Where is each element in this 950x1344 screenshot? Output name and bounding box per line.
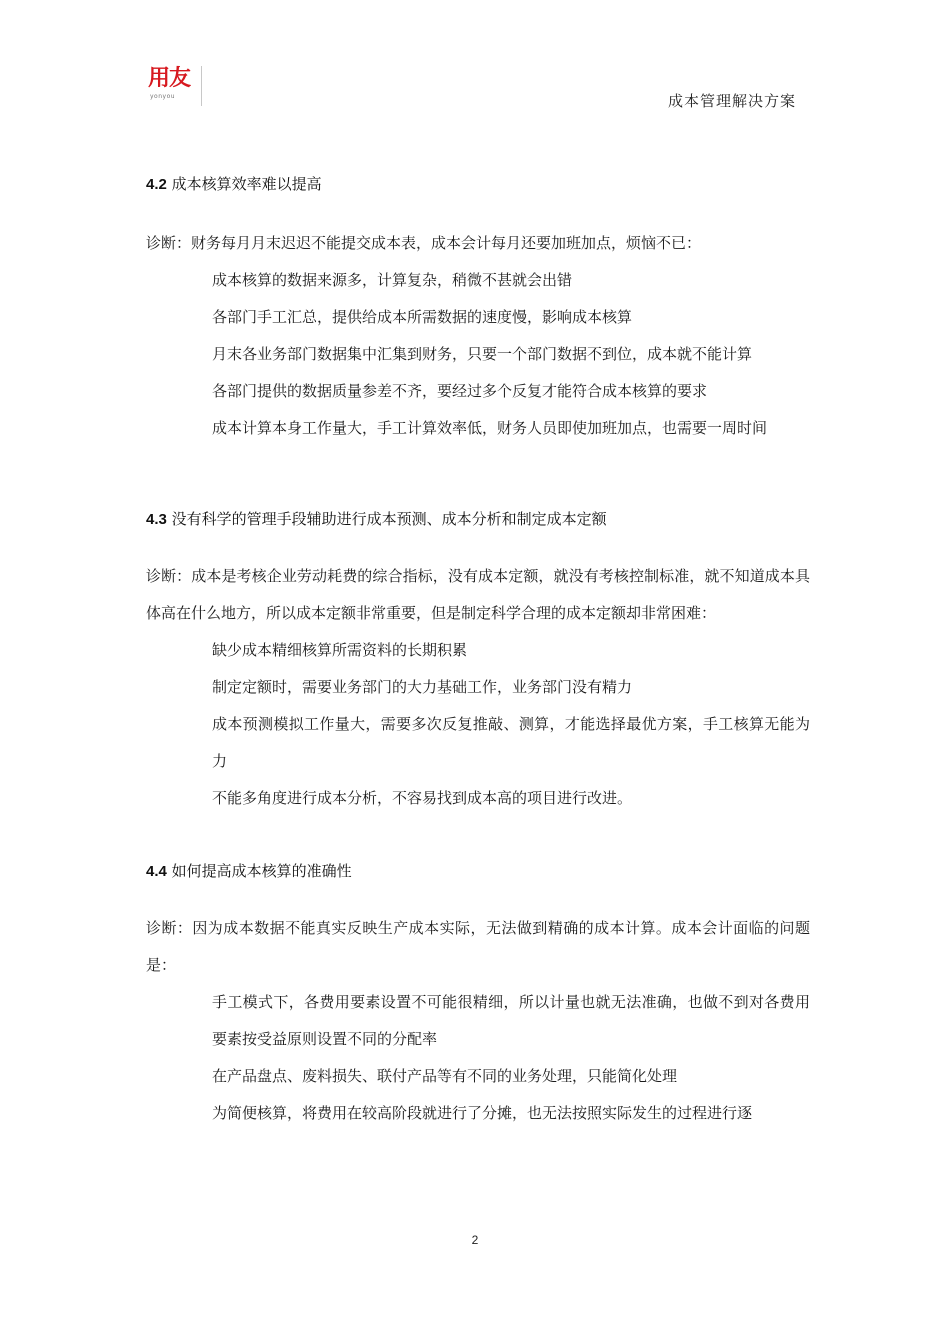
list-item: 各部门手工汇总，提供给成本所需数据的速度慢，影响成本核算: [212, 308, 633, 326]
list-item: 成本计算本身工作量大，手工计算效率低，财务人员即使加班加点，也需要一周时间: [212, 419, 768, 437]
logo-divider: [201, 66, 202, 106]
section-heading: [146, 170, 810, 199]
section-title: 成本核算效率难以提高: [171, 175, 322, 193]
company-logo: [148, 66, 204, 108]
list-item: 缺少成本精细核算所需资料的长期积累: [212, 641, 468, 659]
list-item: 不能多角度进行成本分析，不容易找到成本高的项目进行改进。: [212, 789, 633, 807]
list-item: 制定定额时，需要业务部门的大力基础工作，业务部门没有精力: [212, 678, 633, 696]
logo-subtext: yonyou: [150, 93, 176, 100]
section-heading: [146, 505, 810, 534]
section-number: 4.2: [146, 176, 167, 193]
issue-list: [146, 632, 810, 817]
list-item: 手工模式下，各费用要素设置不可能很精细，所以计量也就无法准确，也做不到对各费用要素按受益原则设置不同的分配率: [212, 993, 810, 1048]
diagnosis-paragraph: 诊断：财务每月月末迟迟不能提交成本表，成本会计每月还要加班加点，烦恼不已：: [146, 234, 702, 252]
section-title: 如何提高成本核算的准确性: [171, 862, 352, 880]
list-item: 月末各业务部门数据集中汇集到财务，只要一个部门数据不到位，成本就不能计算: [212, 345, 753, 363]
list-item: 为简便核算，将费用在较高阶段就进行了分摊，也无法按照实际发生的过程进行逐: [212, 1104, 753, 1122]
issue-list: [146, 262, 810, 447]
logo-text: 用友: [148, 66, 191, 91]
list-item: 在产品盘点、废料损失、联付产品等有不同的业务处理，只能简化处理: [212, 1067, 678, 1085]
section-heading: [146, 857, 810, 886]
diagnosis-paragraph: 诊断：因为成本数据不能真实反映生产成本实际，无法做到精确的成本计算。成本会计面临的问题是：: [146, 919, 810, 974]
list-item: 各部门提供的数据质量参差不齐，要经过多个反复才能符合成本核算的要求: [212, 382, 708, 400]
section-title: 没有科学的管理手段辅助进行成本预测、成本分析和制定成本定额: [171, 510, 607, 528]
section-number: 4.4: [146, 863, 167, 880]
list-item: 成本核算的数据来源多，计算复杂，稍微不甚就会出错: [212, 271, 573, 289]
document-body: [146, 170, 810, 1132]
section-number: 4.3: [146, 511, 167, 528]
list-item: 成本预测模拟工作量大，需要多次反复推敲、测算，才能选择最优方案，手工核算无能为力: [212, 715, 810, 770]
issue-list: [146, 984, 810, 1132]
page-number: 2: [471, 1233, 479, 1247]
diagnosis-paragraph: 诊断：成本是考核企业劳动耗费的综合指标，没有成本定额，就没有考核控制标准，就不知道成本具体高在什么地方，所以成本定额非常重要，但是制定科学合理的成本定额却非常困难：: [146, 567, 810, 622]
header-title: 成本管理解决方案: [667, 92, 796, 110]
